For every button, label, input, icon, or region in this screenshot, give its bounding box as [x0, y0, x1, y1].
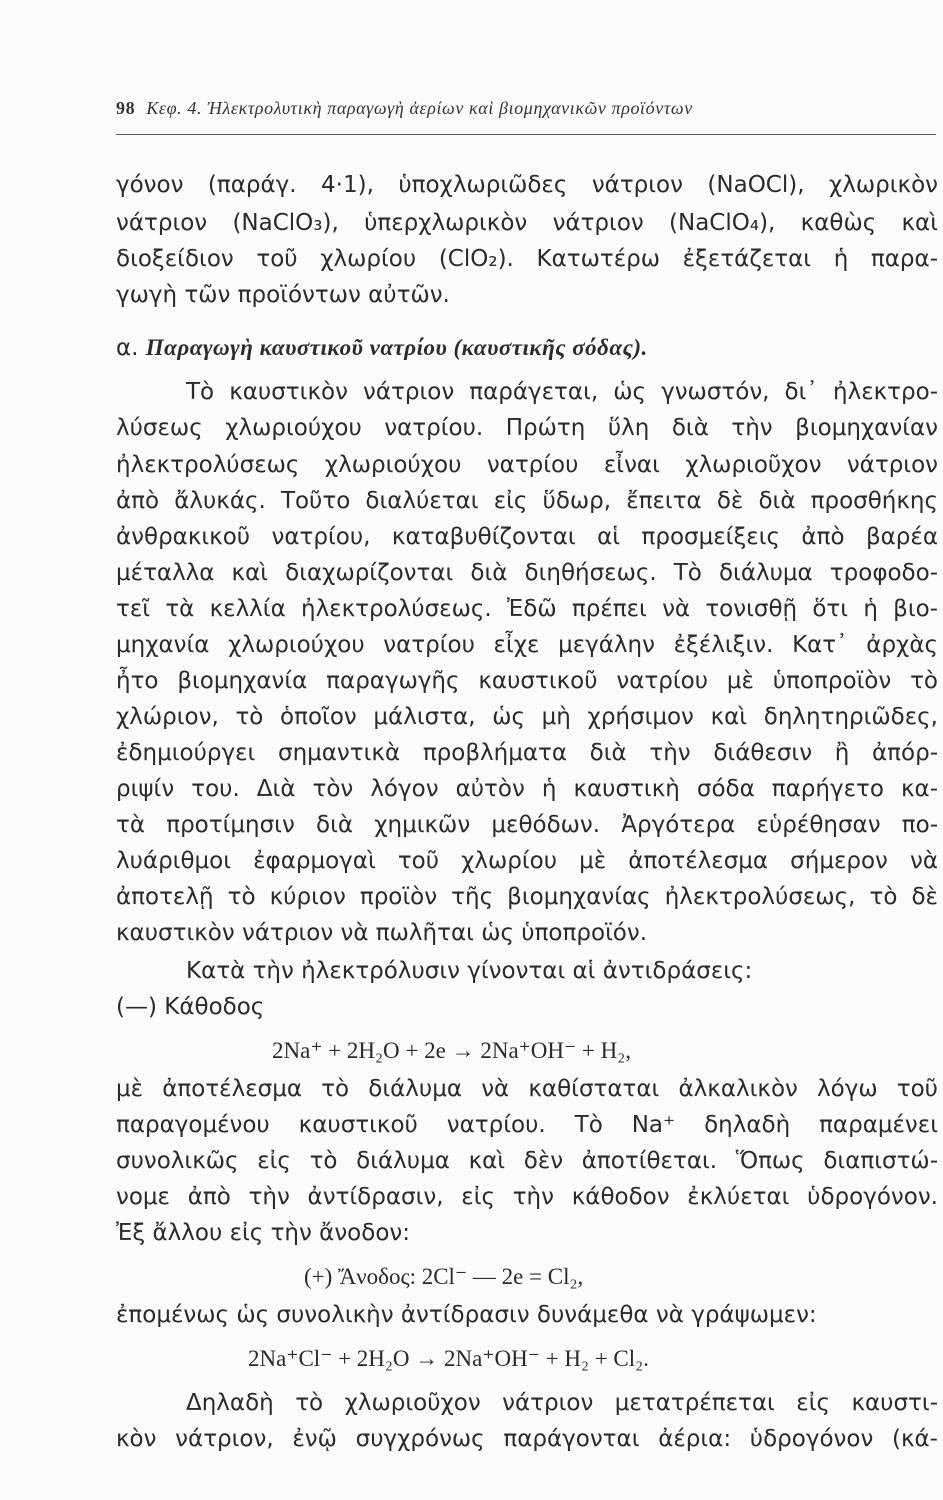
text-line: Δηλαδὴ τὸ χλωριοῦχον νάτριον μετατρέπεται εἰς καυστι-: [186, 1390, 938, 1416]
text-line: νομε ἀπὸ τὴν ἀντίδρασιν, εἰς τὴν κάθοδον ἐκλύεται ὑδρογόνον.: [116, 1184, 938, 1210]
text-line: ἐδημιούργει σημαντικὰ προβλήματα διὰ τὴν διάθεσιν ἢ ἀπόρ-: [116, 740, 938, 766]
equation-anode: (+) Ἄνοδος: 2Cl⁻ — 2e = Cl₂,: [304, 1264, 584, 1289]
text-line: μηχανία χλωριούχου νατρίου εἶχε μεγάλην ἐξέλιξιν. Κατ᾿ ἀρχὰς: [116, 632, 938, 658]
text-line: καυστικὸν νάτριον νὰ πωλῆται ὡς ὑποπροϊόν.: [116, 920, 648, 946]
text-line: λυάριθμοι ἐφαρμογαὶ τοῦ χλωρίου μὲ ἀποτέλεσμα σήμερον νὰ: [116, 848, 938, 874]
text-line: ριψίν του. Διὰ τὸν λόγον αὐτὸν ἡ καυστικὴ σόδα παρήγετο κα-: [116, 776, 938, 802]
header-rule: [116, 134, 936, 135]
section-number: α.: [116, 335, 139, 361]
text-line: ἦτο βιομηχανία παραγωγῆς καυστικοῦ νατρίου μὲ ὑποπροϊὸν τὸ: [116, 668, 938, 694]
page-number: 98: [116, 98, 136, 118]
cathode-label: (—) Κάθοδος: [116, 994, 265, 1020]
text-line: ἀπὸ ἄλυκάς. Τοῦτο διαλύεται εἰς ὕδωρ, ἔπειτα δὲ διὰ προσθήκης: [116, 488, 938, 514]
text-line: μὲ ἀποτέλεσμα τὸ διάλυμα νὰ καθίσταται ἀλκαλικὸν λόγω τοῦ: [116, 1076, 938, 1102]
text-line: Κατὰ τὴν ἠλεκτρόλυσιν γίνονται αἱ ἀντιδράσεις:: [186, 958, 753, 984]
text-line: λύσεως χλωριούχου νατρίου. Πρώτη ὕλη διὰ τὴν βιομηχανίαν: [116, 415, 938, 441]
text-line: ἀποτελῇ τὸ κύριον προϊὸν τῆς βιομηχανίας ἠλεκτρολύσεως, τὸ δὲ: [116, 884, 938, 910]
text-line: ἐπομένως ὡς συνολικὴν ἀντίδρασιν δυνάμεθα νὰ γράψωμεν:: [116, 1302, 817, 1328]
text-line: χλώριον, τὸ ὁποῖον μάλιστα, ὡς μὴ χρήσιμον καὶ δηλητηριῶδες,: [116, 704, 938, 730]
text-line: συνολικῶς εἰς τὸ διάλυμα καὶ δὲν ἀποτίθεται. Ὅπως διαπιστώ-: [116, 1148, 938, 1174]
text-line: γωγὴ τῶν προϊόντων αὐτῶν.: [116, 282, 450, 308]
text-line: Τὸ καυστικὸν νάτριον παράγεται, ὡς γνωστόν, δι᾿ ἠλεκτρο-: [186, 379, 938, 405]
text-line: παραγομένου καυστικοῦ νατρίου. Τὸ Na⁺ δηλαδὴ παραμένει: [116, 1112, 938, 1138]
text-line: τὰ προτίμησιν διὰ χημικῶν μεθόδων. Ἀργότερα εὑρέθησαν πο-: [116, 812, 938, 838]
section-heading: [116, 333, 938, 363]
text-line: ἠλεκτρολύσεως χλωριούχου νατρίου εἶναι χλωριοῦχον νάτριον: [116, 452, 938, 478]
equation-cathode: 2Na⁺ + 2H₂O + 2e → 2Na⁺OH⁻ + H₂,: [272, 1038, 632, 1063]
equation-overall: 2Na⁺Cl⁻ + 2H₂O → 2Na⁺OH⁻ + H₂ + Cl₂.: [248, 1346, 649, 1371]
text-line: διοξείδιον τοῦ χλωρίου (ClO₂). Κατωτέρω ἐξετάζεται ἡ παρα-: [116, 246, 938, 272]
chapter-title: Κεφ. 4. Ἠλεκτρολυτικὴ παραγωγὴ ἀερίων καὶ βιομηχανικῶν προϊόντων: [146, 98, 693, 118]
running-header: [116, 98, 936, 119]
section-title: Παραγωγὴ καυστικοῦ νατρίου (καυστικῆς σόδας).: [145, 335, 648, 360]
text-line: μέταλλα καὶ διαχωρίζονται διὰ διηθήσεως. Τὸ διάλυμα τροφοδο-: [116, 560, 938, 586]
text-line: ἀνθρακικοῦ νατρίου, καταβυθίζονται αἱ προσμείξεις ἀπὸ βαρέα: [116, 524, 938, 550]
text-line: κὸν νάτριον, ἐνῷ συγχρόνως παράγονται ἀέρια: ὑδρογόνον (κά-: [116, 1426, 938, 1452]
text-line: τεῖ τὰ κελλία ἠλεκτρολύσεως. Ἐδῶ πρέπει νὰ τονισθῇ ὅτι ἡ βιο-: [116, 596, 938, 622]
text-line: γόνον (παράγ. 4·1), ὑποχλωριῶδες νάτριον (NaOCl), χλωρικὸν: [116, 172, 938, 198]
text-line: Ἐξ ἄλλου εἰς τὴν ἄνοδον:: [116, 1220, 410, 1246]
text-line: νάτριον (NaClO₃), ὑπερχλωρικὸν νάτριον (NaClO₄), καθὼς καὶ: [116, 210, 938, 236]
